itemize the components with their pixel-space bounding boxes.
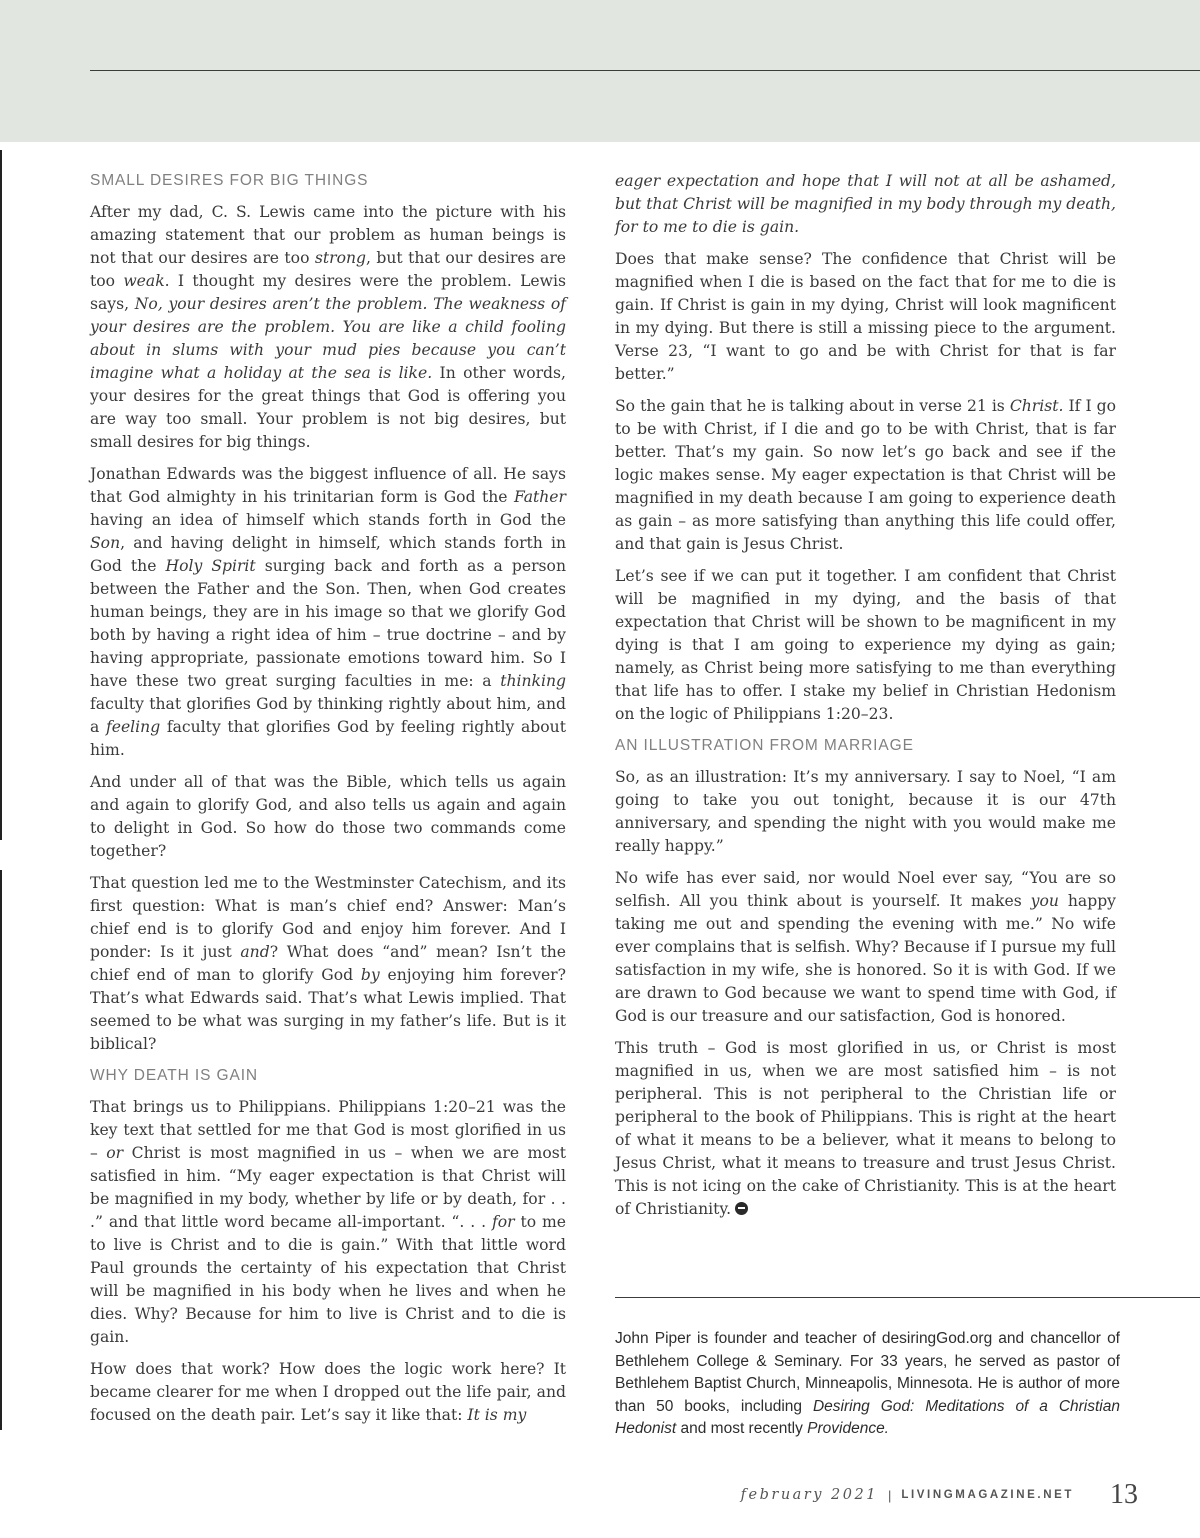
paragraph: eager expectation and hope that I will not at all be ashamed, but that Christ will be magnified in my body through my death, for to me to die is gain. [615, 172, 1116, 236]
section-heading: SMALL DESIRES FOR BIG THINGS [90, 172, 369, 189]
bio-rule [615, 1297, 1200, 1298]
paragraph: That brings us to Philippians. Philippians 1:20–21 was the key text that settled for me that God is most glorified in us – or Christ is most magnified in us – when we are most satisfied in him. “My eager expectation is that Christ will be magnified in my body, whether by life or by death, for . . .” and that little word became all-important. “. . . for to me to live is Christ and to die is gain.” With that little word Paul grounds the certainty of his expectation that Christ will be magnified in his body when he lives and when he dies. Why? Because for him to live is Christ and to die is gain. [90, 1098, 566, 1346]
page-edge-mark [0, 150, 2, 840]
paragraph: Does that make sense? The confidence that Christ will be magnified when I die is based on the fact that for me to die is gain. If Christ is gain in my dying, Christ will look magnificent in my dying. But there is still a missing piece to the argument. Verse 23, “I want to go and be with Christ for that is far better.” [615, 250, 1116, 383]
paragraph: No wife has ever said, nor would Noel ever say, “You are so selfish. All you think about is yourself. It makes you happy taking me out and spending the evening with me.” No wife ever complains that is selfish. Why? Because if I pursue my full satisfaction in my wife, she is honored. So it is with God. If we are drawn to God because we want to spend time with God, if God is our treasure and our satisfaction, God is honored. [615, 869, 1116, 1025]
right-column [615, 170, 1116, 1230]
paragraph: This truth – God is most glorified in us, or Christ is most magnified in us, when we are most satisfied him – is not peripheral. This is not peripheral to the Christian life or peripheral to the book of Philippians. This is right at the heart of what it means to be a believer, what it means to belong to Jesus Christ, what it means to treasure and trust Jesus Christ. This is not icing on the cake of Christianity. This is at the heart of Christianity. [615, 1039, 1116, 1218]
issue-date: february 2021 [740, 1487, 878, 1503]
section-heading: AN ILLUSTRATION FROM MARRIAGE [615, 737, 914, 754]
page-footer [741, 1480, 1138, 1510]
paragraph: Jonathan Edwards was the biggest influence of all. He says that God almighty in his trinitarian form is God the Father having an idea of himself which stands forth in God the Son, and having delight in himself, which stands forth in God the Holy Spirit surging back and forth as a person between the Father and the Son. Then, when God creates human beings, they are in his image so that we glorify God both by having a right idea of him – true doctrine – and by having appropriate, passionate emotions toward him. So I have these two great surging faculties in me: a thinking faculty that glorifies God by thinking rightly about him, and a feeling faculty that glorifies God by feeling rightly about him. [90, 465, 566, 759]
paragraph: That question led me to the Westminster Catechism, and its first question: What is man’s chief end? Answer: Man’s chief end is to glorify God and enjoy him forever. And I ponder: Is it just and? What does “and” mean? Isn’t the chief end of man to glorify God by enjoying him forever? That’s what Edwards said. That’s what Lewis implied. That seemed to be what was surging in my father’s life. But is it biblical? [90, 874, 566, 1053]
top-color-band [0, 0, 1200, 142]
section-heading: WHY DEATH IS GAIN [90, 1067, 259, 1084]
page-number: 13 [1110, 1479, 1138, 1510]
end-mark-icon [735, 1202, 748, 1215]
site-name: LIVINGMAGAZINE.NET [901, 1489, 1074, 1501]
paragraph: So the gain that he is talking about in verse 21 is Christ. If I go to be with Christ, if I die and go to be with Christ, that is far better. That’s my gain. So now let’s go back and see if the logic makes sense. My eager expectation is that Christ will be magnified in my death because I am going to experience death as gain – as more satisfying than anything this life could offer, and that gain is Jesus Christ. [615, 397, 1116, 553]
paragraph: So, as an illustration: It’s my anniversary. I say to Noel, “I am going to take you out tonight, because it is our 47th anniversary, and spending the night with you would make me really happy.” [615, 768, 1116, 855]
author-bio: John Piper is founder and teacher of desiringGod.org and chancellor of Bethlehem College & Seminary. For 33 years, he served as pastor of Bethlehem Baptist Church, Minneapolis, Minnesota. He is author of more than 50 books, including Desiring God: Meditations of a Christian Hedonist and most recently Providence. [615, 1330, 1120, 1437]
left-column [90, 170, 566, 1436]
paragraph: Let’s see if we can put it together. I am confident that Christ will be magnified in my dying, and the basis of that expectation that Christ will be shown to be magnificent in my dying is that I am going to experience my dying as gain; namely, as Christ being more satisfying to me than everything that life has to offer. I stake my belief in Christian Hedonism on the logic of Philippians 1:20–23. [615, 567, 1116, 723]
paragraph: How does that work? How does the logic work here? It became clearer for me when I dropped out the life pair, and focused on the death pair. Let’s say it like that: It is my [90, 1360, 566, 1424]
top-rule [90, 70, 1200, 71]
page-edge-mark [0, 870, 2, 1430]
paragraph: After my dad, C. S. Lewis came into the picture with his amazing statement that our problem as human beings is not that our desires are too strong, but that our desires are too weak. I thought my desires were the problem. Lewis says, No, your desires aren’t the problem. The weakness of your desires are the problem. You are like a child fooling about in slums with your mud pies because you can’t imagine what a holiday at the sea is like. In other words, your desires for the great things that God is offering you are way too small. Your problem is not big desires, but small desires for big things. [90, 203, 567, 451]
footer-separator: | [887, 1487, 892, 1503]
paragraph: And under all of that was the Bible, which tells us again and again to glorify God, and also tells us again and again to delight in God. So how do those two commands come together? [90, 773, 566, 860]
